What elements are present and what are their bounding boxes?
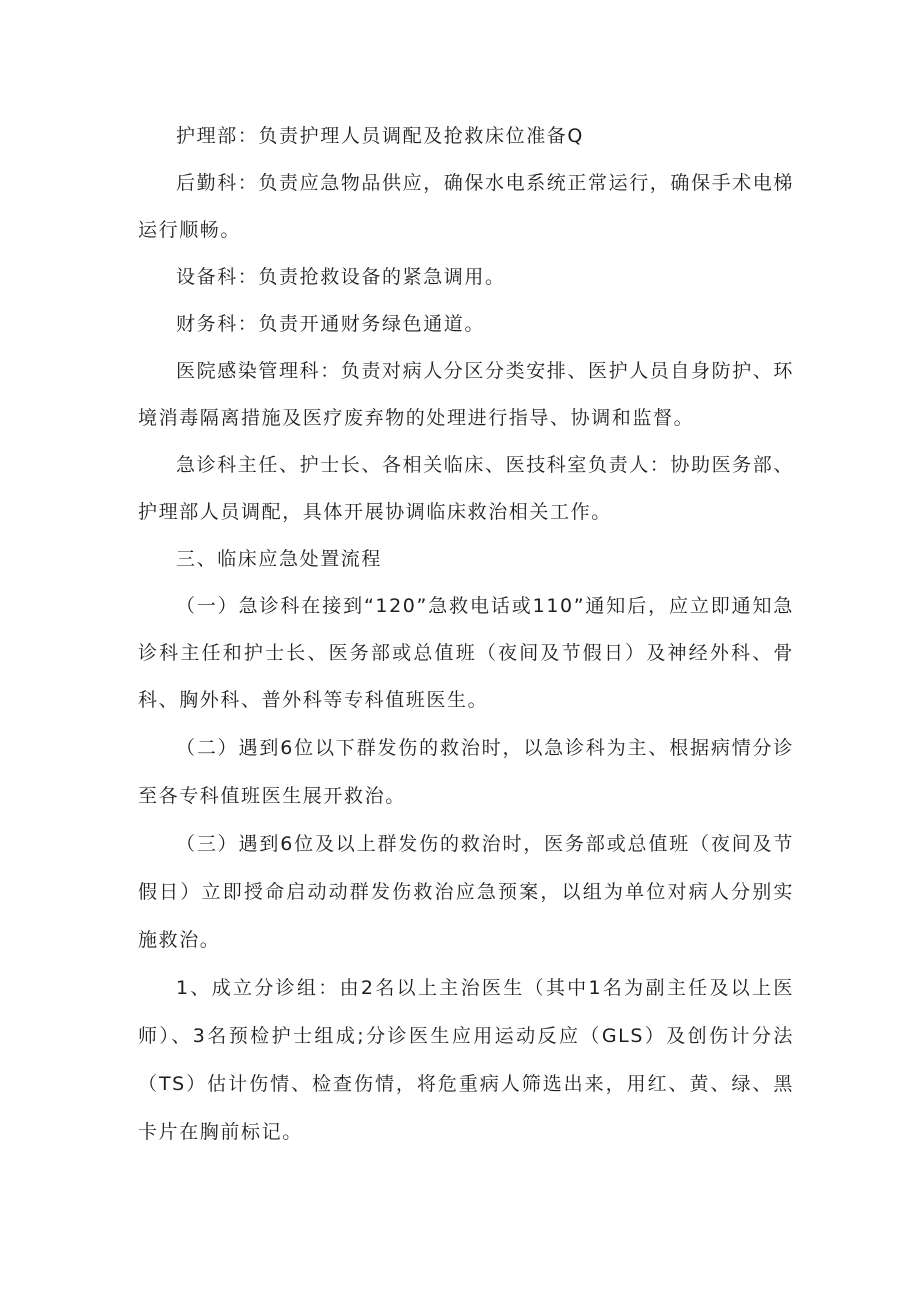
paragraph-logistics-dept: 后勤科：负责应急物品供应，确保水电系统正常运行，确保手术电梯运行顺畅。 (138, 172, 795, 241)
section-heading-clinical-process: 三、临床应急处置流程 (176, 548, 383, 570)
paragraph-finance-dept: 财务科：负责开通财务绿色通道。 (176, 313, 486, 335)
paragraph-step-one: （一）急诊科在接到“120”急救电话或110”通知后，应立即通知急诊科主任和护士长、医务部或总值班（夜间及节假日）及神经外科、骨科、胸外科、普外科等专科值班医生。 (138, 595, 794, 711)
document-body (138, 113, 794, 1156)
paragraph-step-three: （三）遇到6位及以上群发伤的救治时，医务部或总值班（夜间及节假日）立即授命启动动群发伤救治应急预案，以组为单位对病人分别实施救治。 (138, 833, 794, 951)
paragraph-department-heads: 急诊科主任、护士长、各相关临床、医技科室负责人：协助医务部、护理部人员调配，具体开展协调临床救治相关工作。 (138, 454, 795, 523)
paragraph-nursing-dept: 护理部：负责护理人员调配及抢救床位准备Q (176, 125, 584, 147)
paragraph-triage-group: 1、成立分诊组：由2名以上主治医生（其中1名为副主任及以上医师）、3名预检护士组成;分诊医生应用运动反应（GLS）及创伤计分法（TS）估计伤情、检查伤情，将危重病人筛选出来，用红、黄、绿、黑卡片在胸前标记。 (138, 977, 794, 1143)
paragraph-step-two: （二）遇到6位以下群发伤的救治时，以急诊科为主、根据病情分诊至各专科值班医生展开救治。 (138, 737, 794, 807)
paragraph-infection-control: 医院感染管理科：负责对病人分区分类安排、医护人员自身防护、环境消毒隔离措施及医疗废弃物的处理进行指导、协调和监督。 (138, 360, 795, 429)
paragraph-equipment-dept: 设备科：负责抢救设备的紧急调用。 (176, 266, 506, 288)
